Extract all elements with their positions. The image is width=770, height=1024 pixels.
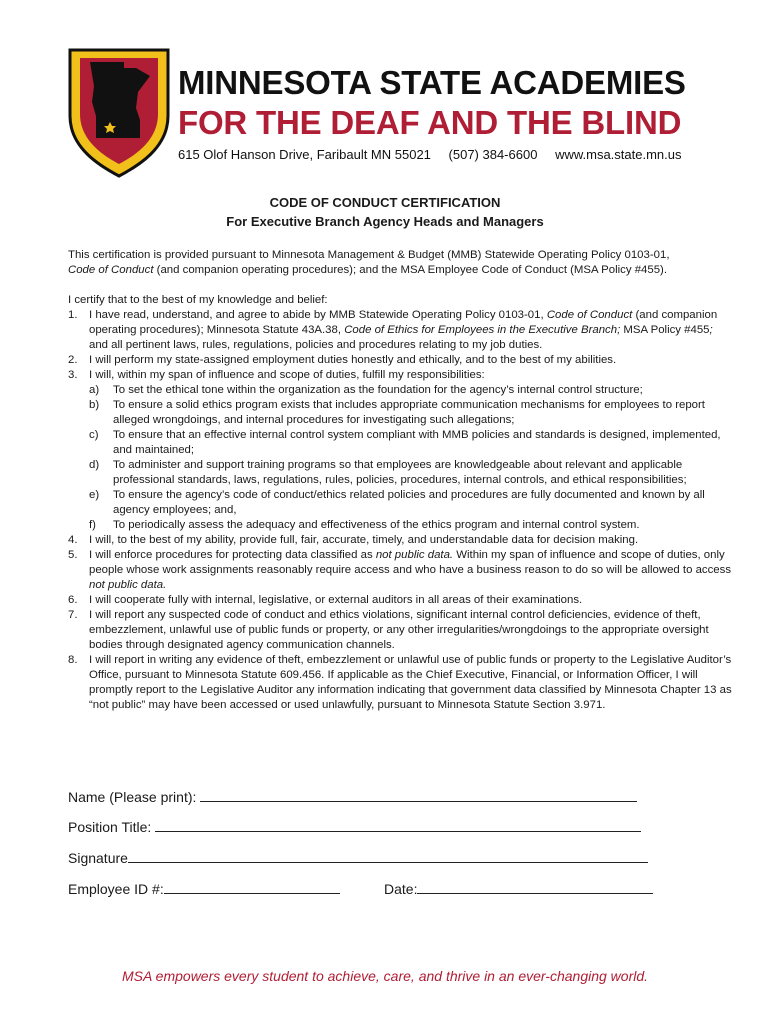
list-item: 1. I have read, understand, and agree to abide by MMB Statewide Operating Policy 0103-01, Code of Conduct (and companion operating procedures); Minnesota Statute 43A.38, Code of Ethics for Employees in the Executive Branch; MSA Policy #455; and all pertinent laws, rules, regulations, policies and procedures relating to my job duties.	[68, 309, 718, 351]
certify-lead: I certify that to the best of my knowledge and belief:	[68, 294, 328, 306]
date-input-line[interactable]	[417, 879, 653, 894]
footer-tagline: MSA empowers every student to achieve, care, and thrive in an ever-changing world.	[121, 968, 649, 984]
contact-line	[178, 147, 696, 162]
org-name-line2: FOR THE DEAF AND THE BLIND	[178, 104, 682, 141]
employee-id-label: Employee ID #:	[68, 881, 164, 897]
sub-item: e) To ensure the agency’s code of conduct/ethics related policies and procedures are fully documented and known by all agency employees; and,	[89, 489, 705, 516]
phone: (507) 384-6600	[448, 147, 538, 162]
sub-item: d) To administer and support training programs so that employees are knowledgeable about relevant and applicable professional standards, laws, regulations, rules, policies, procedures, internal controls, and ethical responsibilities;	[89, 459, 687, 486]
position-input-line[interactable]	[155, 817, 641, 832]
position-label: Position Title:	[68, 819, 152, 835]
name-field[interactable]	[68, 787, 637, 805]
address: 615 Olof Hanson Drive, Faribault MN 55021	[178, 147, 431, 162]
certification-list	[68, 293, 734, 713]
list-item: 5. I will enforce procedures for protecting data classified as not public data. Within my span of influence and scope of duties, only people whose work assignments reasonably require access and who have a business reason to do so will be allowed to access not public data.	[68, 549, 732, 591]
letterhead	[66, 46, 746, 186]
document-subtitle: For Executive Branch Agency Heads and Managers	[226, 214, 544, 229]
list-item: 3. I will, within my span of influence and scope of duties, fulfill my responsibilities:	[68, 369, 485, 381]
date-field[interactable]	[384, 879, 653, 897]
list-item: 4. I will, to the best of my ability, provide full, fair, accurate, timely, and understandable data for decision making.	[68, 534, 639, 546]
intro-paragraph: This certification is provided pursuant to Minnesota Management & Budget (MMB) Statewide Operating Policy 0103-01, Code of Conduct (and companion operating procedures); and the MSA Employee Code of Conduct (MSA Policy #455).	[68, 249, 670, 276]
website-link[interactable]: www.msa.state.mn.us	[555, 147, 682, 162]
employee-id-field[interactable]	[68, 879, 418, 897]
sub-item: f) To periodically assess the adequacy and effectiveness of the ethics program and internal control system.	[89, 519, 640, 531]
signature-input-line[interactable]	[128, 848, 648, 863]
list-item: 7. I will report any suspected code of conduct and ethics violations, significant internal control deficiencies, evidence of theft, embezzlement, unlawful use of public funds or property, or any other irregularities/wrongdoings to the appropriate oversight bodies through designated agency communication channels.	[68, 609, 709, 651]
signature-label: Signature	[68, 850, 128, 866]
date-label: Date:	[384, 881, 418, 897]
employee-id-input-line[interactable]	[164, 879, 340, 894]
sub-item: c) To ensure that an effective internal control system compliant with MMB policies and standards is designed, implemented, and maintained;	[89, 429, 721, 456]
msa-shield-logo	[66, 46, 172, 178]
org-name-line1: MINNESOTA STATE ACADEMIES	[178, 64, 686, 101]
name-input-line[interactable]	[200, 787, 637, 802]
list-item: 8. I will report in writing any evidence of theft, embezzlement or unlawful use of public funds or property to the Legislative Auditor’s Office, pursuant to Minnesota Statute 609.456. If applicable as the Chief Executive, Financial, or Information Officer, I will promptly report to the Legislative Auditor any information indicating that government data classified by Minnesota Chapter 13 as “not public” may have been accessed or used unlawfully, pursuant to Minnesota Statute Section 3.971.	[68, 654, 732, 711]
name-label: Name (Please print):	[68, 789, 197, 805]
list-item: 2. I will perform my state-assigned employment duties honestly and ethically, and to the best of my abilities.	[68, 354, 617, 366]
list-item: 6. I will cooperate fully with internal, legislative, or external auditors in all areas of their examinations.	[68, 594, 583, 606]
position-field[interactable]	[68, 817, 641, 835]
signature-field[interactable]	[68, 848, 648, 866]
document-title: CODE OF CONDUCT CERTIFICATION	[269, 195, 501, 210]
sub-item: b) To ensure a solid ethics program exists that includes appropriate communication mechanisms for employees to report alleged wrongdoings, and internal procedures for investigating such allegations;	[89, 399, 705, 426]
sub-item: a) To set the ethical tone within the organization as the foundation for the agency’s internal control structure;	[89, 384, 643, 396]
